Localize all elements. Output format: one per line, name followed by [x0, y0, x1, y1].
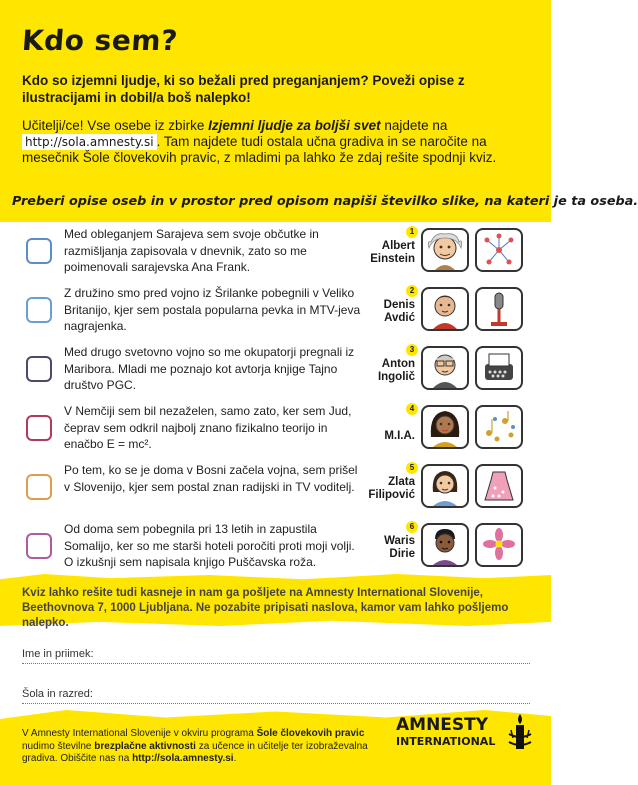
person-name-2: Denis Avdić — [383, 299, 415, 324]
microphone-icon — [475, 287, 523, 331]
instruction-text: Preberi opise oseb in v prostor pred opisom napiši številko slike, na kateri je ta oseba. — [12, 194, 638, 209]
quiz-row — [0, 521, 551, 583]
description-5: Po tem, ko se je doma v Bosni začela vojna, sem prišel v Slovenijo, kjer sem postal znan radijski in TV voditelj. — [64, 463, 358, 494]
music-notes-icon — [475, 405, 523, 449]
desert-flower-icon — [475, 523, 523, 567]
portrait-avdic-icon — [421, 287, 469, 331]
portrait-mia-icon — [421, 405, 469, 449]
person-name-1: Albert Einstein — [370, 240, 415, 265]
picture-number-3: 3 — [406, 344, 418, 356]
person-name-5: Zlata Filipović — [368, 476, 415, 501]
teacher-note — [22, 118, 537, 166]
description-3: Med drugo svetovno vojno so me okupatorji pregnali iz Maribora. Mladi me poznajo kot avtorja knjige Tajno društvo PGC. — [64, 345, 355, 392]
picture-number-5: 5 — [406, 462, 418, 474]
description-1: Med obleganjem Sarajeva sem svoje občutke in razmišljanja zapisovala v dnevnik, zato so me poimenovali sarajevska Ana Frank. — [64, 227, 319, 274]
program-url-link[interactable]: http://sola.amnesty.si — [132, 753, 234, 764]
candle-barbed-wire-icon — [505, 712, 535, 760]
person-name-4: M.I.A. — [384, 430, 415, 442]
picture-number-6: 6 — [406, 521, 418, 533]
mail-instructions: Kviz lahko rešite tudi kasneje in nam ga pošljete na Amnesty International Slovenije, Beethovnova 7, 1000 Ljubljana. Ne pozabite pripisati naslova, kamor vam lahko pošljemo nalepko. — [22, 587, 509, 629]
quiz-row — [0, 403, 551, 465]
page-title: Kdo sem? — [20, 24, 179, 57]
teacher-suffix: . Tam najdete tudi ostala učna gradiva in se naročite na mesečnik Šole človekovih pravic, z mladimi pa lahko že zdaj rešite spodnji kviz. — [22, 134, 497, 165]
portrait-dirie-icon — [421, 523, 469, 567]
answer-box-1[interactable] — [26, 238, 52, 264]
portrait-einstein-icon — [421, 228, 469, 272]
typewriter-icon — [475, 346, 523, 390]
teacher-url-link[interactable]: http://sola.amnesty.si — [22, 134, 157, 150]
quiz-row — [0, 344, 551, 406]
dress-icon — [475, 464, 523, 508]
picture-number-1: 1 — [406, 226, 418, 238]
amnesty-logo: AMNESTY INTERNATIONAL — [396, 715, 496, 748]
description-4: V Nemčiji sem bil nezaželen, samo zato, ker sem Jud, čeprav sem odkril najbolj znano fizikalno teorijo in enačbo E = mc². — [64, 404, 352, 451]
quiz-row — [0, 462, 551, 524]
description-2: Z družino smo pred vojno iz Šrilanke pobegnili v Veliko Britanijo, kjer sem postala popularna pevka in MTV-jeva nagrajenka. — [64, 286, 361, 333]
answer-box-4[interactable] — [26, 415, 52, 441]
description-6: Od doma sem pobegnila pri 13 letih in zapustila Somalijo, ker so me starši hoteli poročiti proti moji volji. O izkušnji sem napisala knjigo Puščavska roža. — [64, 522, 355, 569]
intro-text: Kdo so izjemni ljudje, ki so bežali pred preganjanjem? Poveži opise z ilustracijami in dobil/a boš nalepko! — [22, 73, 465, 105]
quiz-row — [0, 285, 551, 347]
school-field-label: Šola in razred: — [22, 688, 93, 700]
atom-diagram-icon — [475, 228, 523, 272]
program-name: Šole človekovih pravic — [256, 728, 365, 739]
answer-box-3[interactable] — [26, 356, 52, 382]
teacher-prefix: Učitelji/ce! Vse osebe iz zbirke — [22, 118, 209, 133]
collection-name: Izjemni ljudje za boljši svet — [208, 118, 381, 133]
free-activities: brezplačne aktivnosti — [94, 740, 196, 752]
program-info: V Amnesty International Slovenije v okviru programa Šole človekovih pravic nudimo številne brezplačne aktivnosti za učence in učitelje ter izobraževalna gradiva. Obiščite nas na http://sola.amnesty.si. — [22, 728, 368, 764]
name-field[interactable] — [22, 648, 530, 664]
name-field-label: Ime in priimek: — [22, 648, 94, 660]
portrait-ingolic-icon — [421, 346, 469, 390]
teacher-mid: najdete na — [380, 118, 448, 133]
picture-number-4: 4 — [406, 403, 418, 415]
person-name-3: Anton Ingolič — [377, 358, 415, 383]
portrait-filipovic-icon — [421, 464, 469, 508]
answer-box-6[interactable] — [26, 533, 52, 559]
quiz-row — [0, 226, 551, 288]
person-name-6: Waris Dirie — [384, 535, 415, 560]
picture-number-2: 2 — [406, 285, 418, 297]
school-field[interactable] — [22, 688, 530, 704]
answer-box-5[interactable] — [26, 474, 52, 500]
answer-box-2[interactable] — [26, 297, 52, 323]
